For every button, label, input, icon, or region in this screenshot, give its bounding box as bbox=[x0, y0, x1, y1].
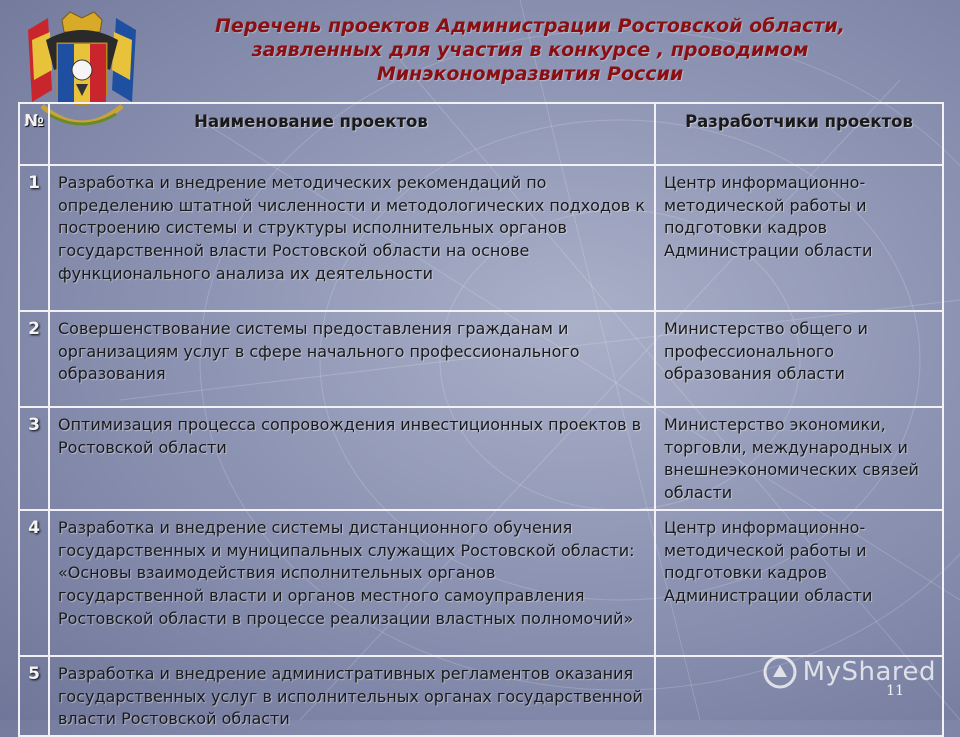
project-developer: Центр информационно-методической работы и подготовки кадров Администрации области bbox=[655, 165, 943, 311]
table-row bbox=[19, 311, 943, 407]
row-number: 2 bbox=[19, 311, 49, 407]
slide-title-line-3: Минэкономразвития России bbox=[376, 63, 684, 85]
table-header-row bbox=[19, 103, 943, 165]
project-name: Разработка и внедрение методических рекомендаций по определению штатной численности и методологических подходов к построению системы и структуры исполнительных органов государственной власти Ростовской области на основе функционального анализа их деятельности bbox=[49, 165, 655, 311]
project-name: Разработка и внедрение административных регламентов оказания государственных услуг в исполнительных органах государственной власти Ростовской области bbox=[49, 656, 655, 736]
row-number: 1 bbox=[19, 165, 49, 311]
project-developer: Министерство экономики, торговли, международных и внешнеэкономических связей области bbox=[655, 407, 943, 510]
row-number: 4 bbox=[19, 510, 49, 656]
project-name: Оптимизация процесса сопровождения инвестиционных проектов в Ростовской области bbox=[49, 407, 655, 510]
project-developer: Центр информационно-методической работы и подготовки кадров Администрации области bbox=[655, 510, 943, 656]
watermark bbox=[763, 655, 936, 689]
project-name: Разработка и внедрение системы дистанционного обучения государственных и муниципальных служащих Ростовской области: «Основы взаимодействия исполнительных органов государственной власти и органов местного самоуправления Ростовской области в процессе реализации властных полномочий» bbox=[49, 510, 655, 656]
project-developer: Министерство общего и профессионального образования области bbox=[655, 311, 943, 407]
table-row bbox=[19, 510, 943, 656]
row-number: 3 bbox=[19, 407, 49, 510]
table-row bbox=[19, 165, 943, 311]
slide-title-line-2: заявленных для участия в конкурсе , проводимом bbox=[251, 39, 809, 61]
header-number: № bbox=[19, 103, 49, 165]
slide-number: 11 bbox=[886, 683, 904, 699]
project-name: Совершенствование системы предоставления гражданам и организациям услуг в сфере начального профессионального образования bbox=[49, 311, 655, 407]
projects-table bbox=[18, 102, 944, 737]
row-number: 5 bbox=[19, 656, 49, 736]
slide-title bbox=[170, 14, 890, 86]
myshared-logo-icon bbox=[763, 655, 797, 689]
slide-title-line-1: Перечень проектов Администрации Ростовской области, bbox=[215, 15, 845, 37]
header-project-name: Наименование проектов bbox=[49, 103, 655, 165]
table-row bbox=[19, 407, 943, 510]
header-developers: Разработчики проектов bbox=[655, 103, 943, 165]
watermark-text: MyShared bbox=[802, 657, 936, 687]
